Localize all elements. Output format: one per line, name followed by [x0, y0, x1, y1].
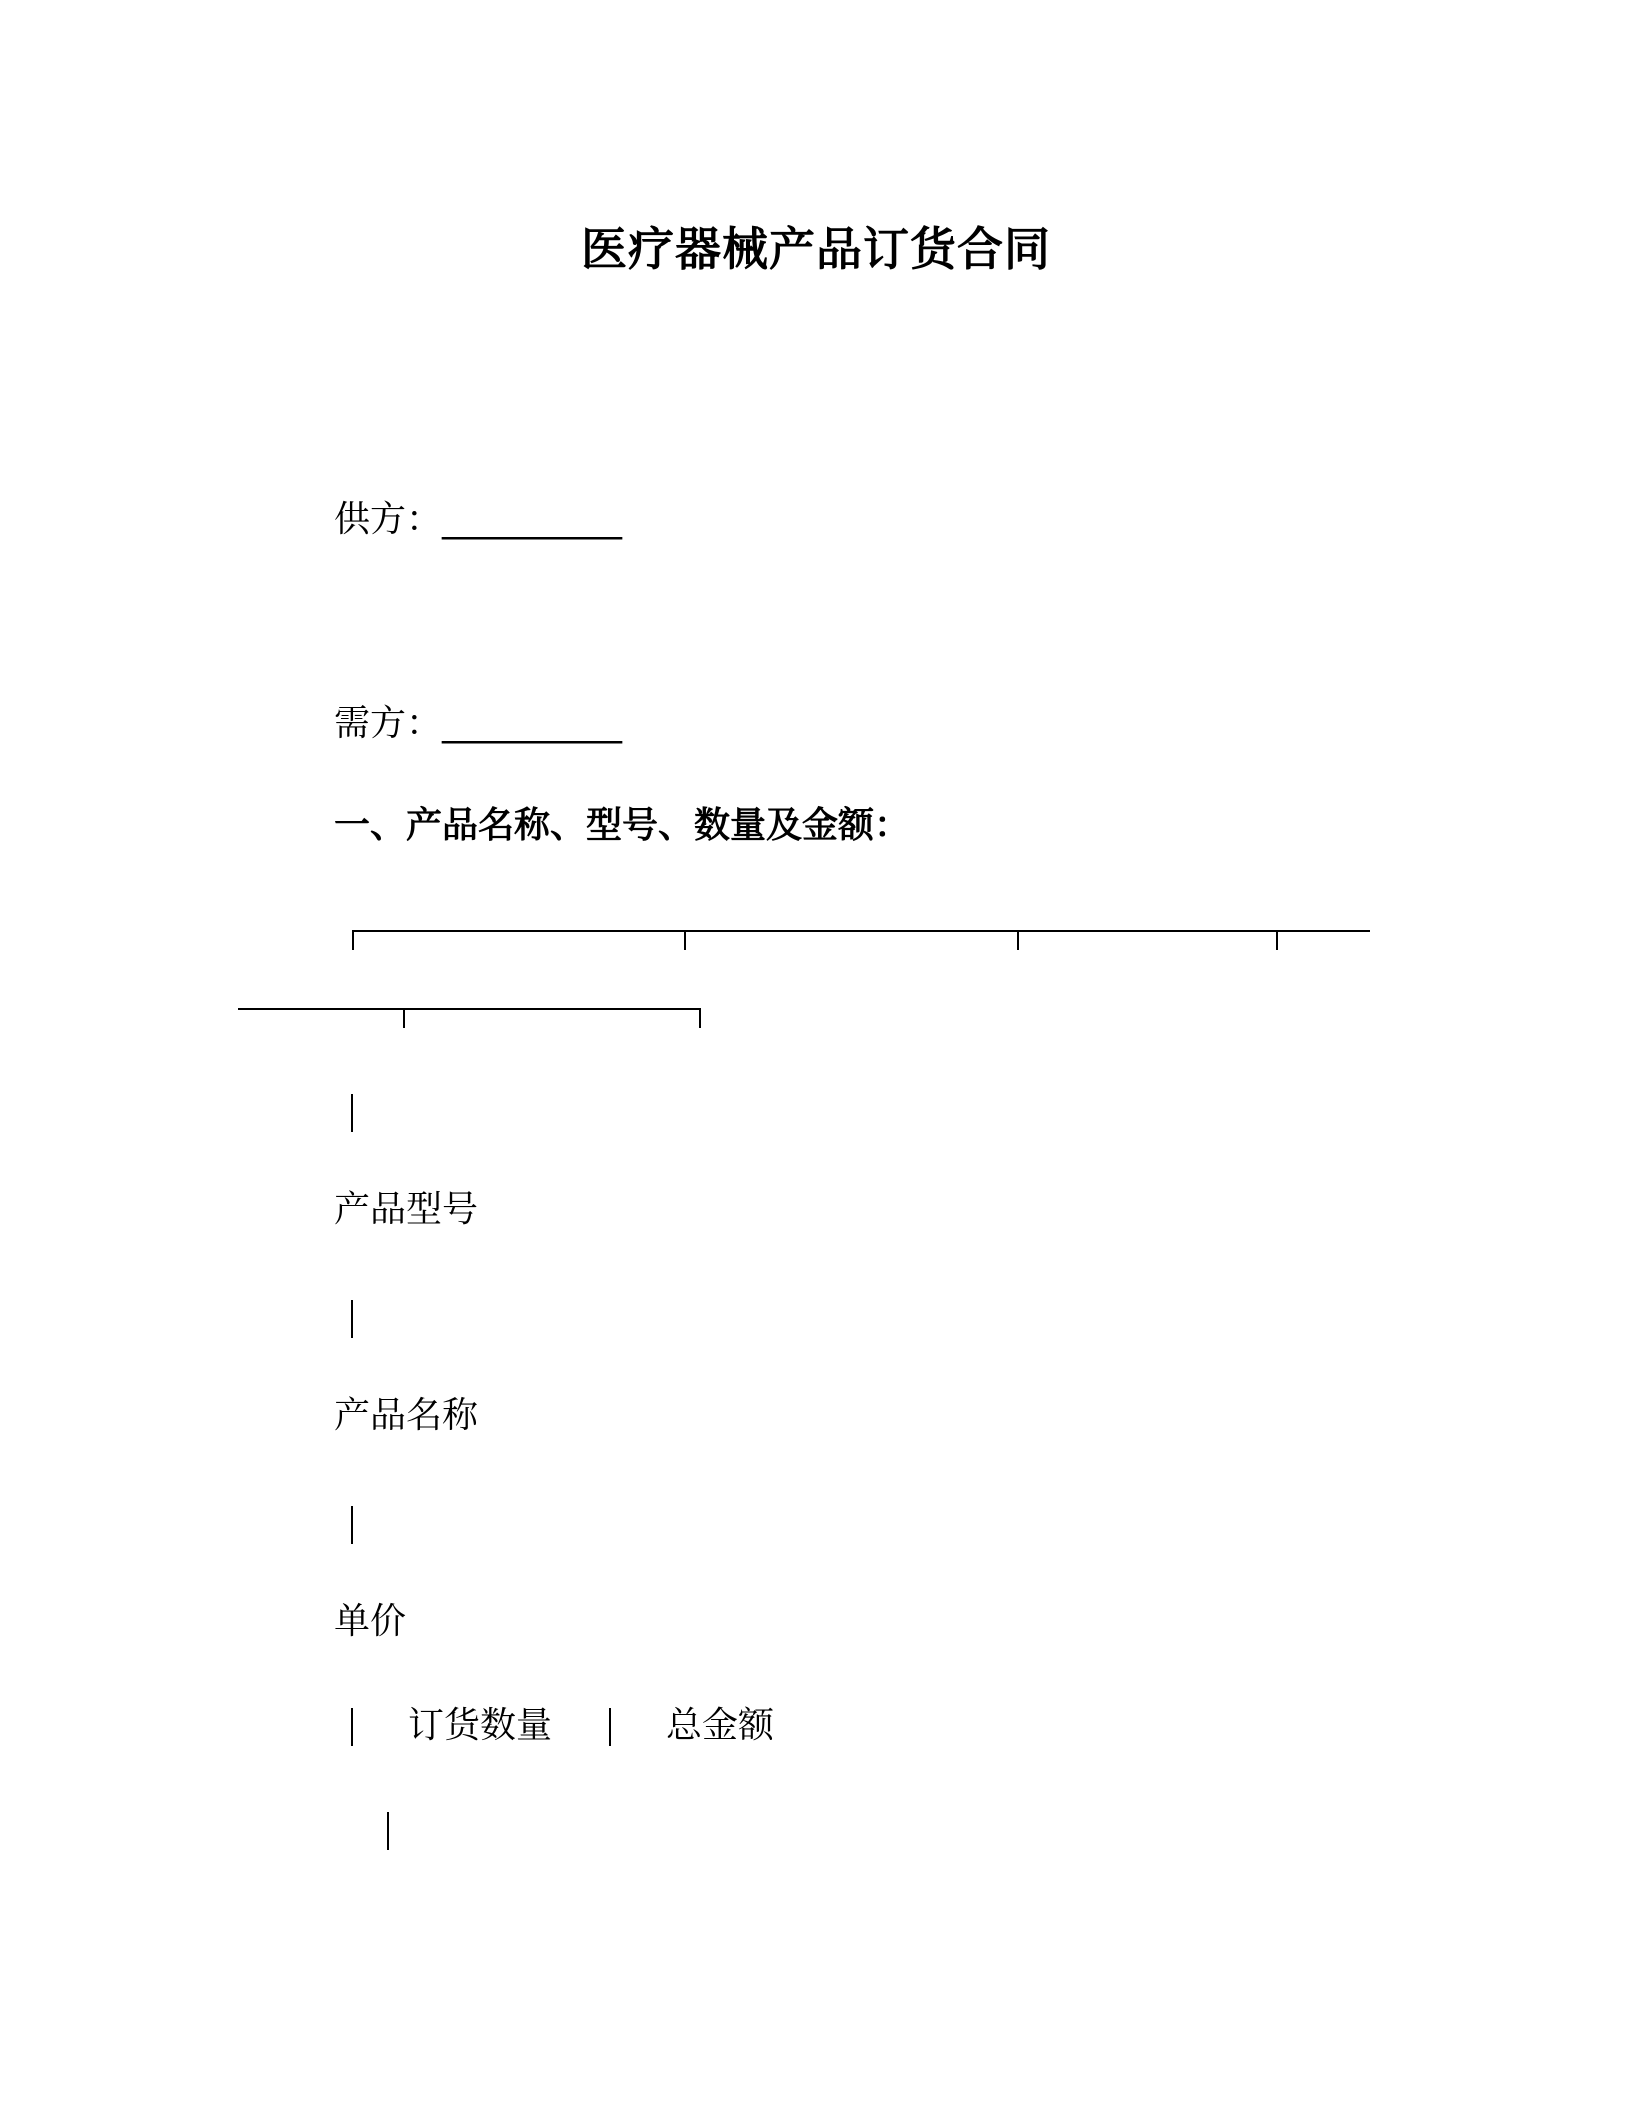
table-cell-border — [609, 1708, 611, 1746]
header-unit-price: 单价 — [334, 1601, 407, 1642]
table-cell-border — [351, 1094, 353, 1132]
header-product-name: 产品名称 — [334, 1395, 479, 1436]
table-top-border-wrap — [238, 1008, 700, 1010]
table-column-tick — [1017, 930, 1019, 950]
header-total-amount: 总金额 — [666, 1705, 775, 1746]
table-cell-border — [351, 1708, 353, 1746]
table-top-border — [352, 930, 1370, 932]
header-quantity: 订货数量 — [408, 1705, 553, 1746]
table-column-tick — [684, 930, 686, 950]
table-cell-border — [351, 1506, 353, 1544]
table-column-tick — [403, 1008, 405, 1028]
table-corner-tick — [699, 1008, 701, 1028]
header-product-model: 产品型号 — [334, 1189, 479, 1230]
table-cell-border — [387, 1812, 389, 1850]
table-corner-tick — [352, 930, 354, 950]
buyer-line: 需方：__________ — [334, 703, 623, 744]
supplier-line: 供方：__________ — [334, 499, 623, 540]
document-title: 医疗器械产品订货合同 — [581, 222, 1051, 276]
table-column-tick — [1276, 930, 1278, 950]
table-cell-border — [351, 1300, 353, 1338]
section1-heading: 一、产品名称、型号、数量及金额： — [334, 805, 911, 846]
